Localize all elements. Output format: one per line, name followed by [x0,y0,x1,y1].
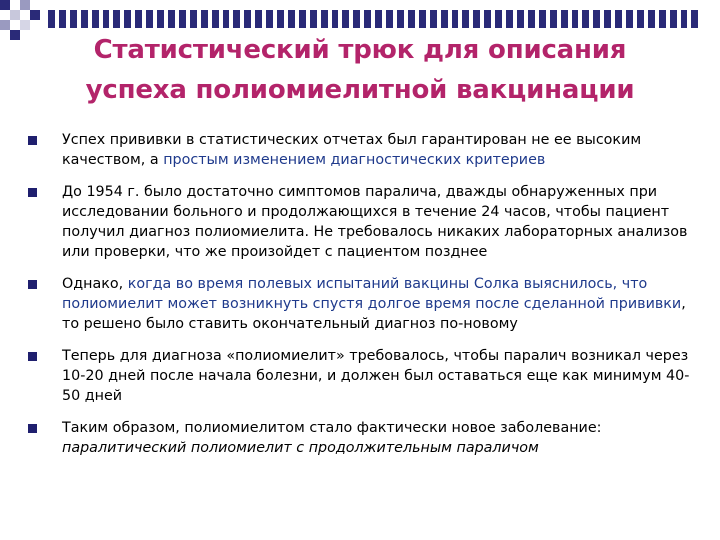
stripe [124,10,131,28]
stripe [517,10,524,28]
decorative-stripes [48,10,698,28]
slide-title [30,30,690,110]
bullet-text: Однако, [62,275,128,292]
stripe [648,10,655,28]
square-bullet-icon [28,188,37,197]
stripe [332,10,339,28]
stripe [70,10,77,28]
stripe [441,10,448,28]
stripe [353,10,360,28]
stripe [364,10,371,28]
stripe [223,10,230,28]
square-bullet-icon [28,136,37,145]
stripe [604,10,611,28]
stripe [288,10,295,28]
stripe [244,10,251,28]
checker-square [0,20,10,30]
stripe [386,10,393,28]
bullet-text: Теперь для диагноза «полиомиелит» требовалось, чтобы паралич возникал через 10-20 дней после начала болезни, и должен был оставаться еще как минимум 40-50 дней [62,347,690,405]
stripe [681,10,688,28]
stripe [572,10,579,28]
bullet-highlight: простым изменением диагностических критериев [163,152,546,169]
bullet-text: До 1954 г. было достаточно симптомов паралича, дважды обнаруженных при исследовании больного и продолжающихся в течение 24 часов, чтобы пациент получил диагноз полиомиелита. Не требовалось никаких лабораторных анализов или проверки, что же произойдет с пациентом позднее [62,183,688,261]
stripe [81,10,88,28]
square-bullet-icon [28,352,37,361]
stripe [462,10,469,28]
stripe [277,10,284,28]
bullet-text: Таким образом, полиомиелитом стало фактически новое заболевание: [62,419,602,436]
stripe [190,10,197,28]
stripe [266,10,273,28]
stripe [539,10,546,28]
bullet-item [24,130,704,171]
stripe [310,10,317,28]
stripe [419,10,426,28]
stripe [582,10,589,28]
checker-square [10,10,20,20]
square-bullet-icon [28,424,37,433]
stripe [495,10,502,28]
bullet-highlight: когда во время полевых испытаний вакцины Солка выяснилось, что полиомиелит может возникнуть спустя долгое время после сделанной прививки [62,275,682,313]
checker-square [30,10,40,20]
stripe [157,10,164,28]
stripe [59,10,66,28]
stripe [92,10,99,28]
checker-square [0,0,10,10]
stripe [48,10,55,28]
square-bullet-icon [28,280,37,289]
title-line-2: успеха полиомиелитной вакцинации [85,75,635,105]
stripe [506,10,513,28]
stripe [528,10,535,28]
stripe [212,10,219,28]
stripe [179,10,186,28]
stripe [397,10,404,28]
stripe [615,10,622,28]
bullet-italic: паралитический полиомиелит с продолжительным параличом [62,439,539,456]
stripe [375,10,382,28]
stripe [201,10,208,28]
title-line-1: Статистический трюк для описания [93,35,627,65]
stripe [321,10,328,28]
stripe [550,10,557,28]
stripe [255,10,262,28]
stripe [113,10,120,28]
stripe [299,10,306,28]
bullet-item [24,182,704,263]
bullet-text: Успех прививки в статистических отчетах был гарантирован не ее высоким качеством, а [62,132,642,169]
stripe [168,10,175,28]
bullet-item [24,274,704,335]
stripe [103,10,110,28]
stripe [452,10,459,28]
stripe [593,10,600,28]
stripe [430,10,437,28]
stripe [146,10,153,28]
stripe [484,10,491,28]
stripe [408,10,415,28]
bullet-item [24,346,704,407]
stripe [135,10,142,28]
bullet-list [24,130,704,469]
checker-square [20,0,30,10]
bullet-text-tail: , то решено было ставить окончательный диагноз по-новому [62,296,686,333]
stripe [691,10,698,28]
checker-square [20,20,30,30]
stripe [659,10,666,28]
checker-square [10,30,20,40]
stripe [626,10,633,28]
stripe [561,10,568,28]
stripe [637,10,644,28]
stripe [473,10,480,28]
bullet-item [24,418,704,459]
stripe [670,10,677,28]
stripe [342,10,349,28]
stripe [233,10,240,28]
